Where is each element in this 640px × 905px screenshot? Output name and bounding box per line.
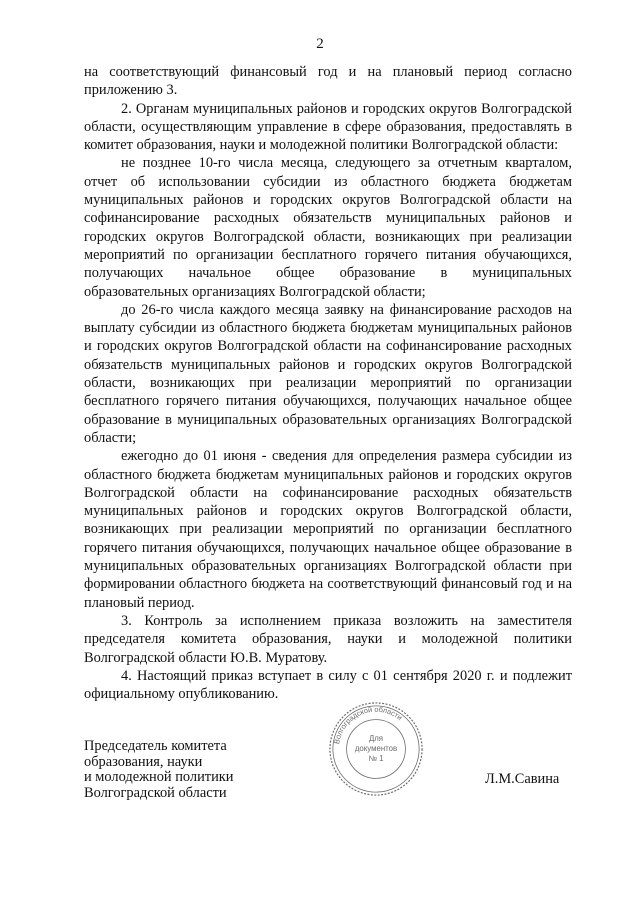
page-number: 2 (316, 36, 324, 52)
stamp-line-2: документов (354, 743, 398, 753)
paragraph-quarterly-report: не позднее 10-го числа месяца, следующего за отчетным кварталом, отчет об использовании субсидии из областного бюджета бюджетам муниципальных районов и городских округов Волгоградской области на софинансирование расходных обязательств муниципальных районов и городских округов Волгоградской области, возникающих при реализации мероприятий по организации бесплатного горячего питания обучающихся, получающих начальное общее образование в муниципальных образовательных организациях Волгоградской области; (84, 155, 572, 300)
paragraph-appendix-continuation: на соответствующий финансовый год и на плановый период согласно приложению 3. (84, 64, 572, 99)
document-body (84, 63, 572, 703)
stamp-line-1: Для (368, 734, 384, 744)
paragraph-item-4: 4. Настоящий приказ вступает в силу с 01 сентября 2020 г. и подлежит официальному опубликованию. (84, 667, 572, 703)
paragraph-item-2: 2. Органам муниципальных районов и городских округов Волгоградской области, осуществляющим управление в сфере образования, предоставлять в комитет образования, науки и молодежной политики Волгоградской области: (84, 100, 572, 154)
paragraph-item-3: 3. Контроль за исполнением приказа возложить на заместителя председателя комитета образования, науки и молодежной политики Волгоградской области Ю.В. Муратову. (84, 612, 572, 666)
signatory-position-line: и молодежной политики (84, 769, 234, 785)
signatory-position-line: Волгоградской области (84, 784, 227, 801)
signatory-position-line: Председатель комитета (84, 738, 227, 754)
paragraph-annual-info: ежегодно до 01 июня - сведения для определения размера субсидии из областного бюджета бюджетам муниципальных районов и городских округов Волгоградской области на софинансирование расходных обязательств муниципальных районов и городских округов Волгоградской области, возникающих при реализации мероприятий по организации бесплатного горячего питания обучающихся, получающих начальное общее образование в муниципальных образовательных организациях Волгоградской области при формировании областного бюджета на соответствующий финансовый год и на плановый период. (84, 448, 572, 611)
signatory-position-line: образования, науки (84, 753, 203, 770)
stamp-ring-text: Волгоградской области (332, 704, 405, 745)
signatory-position (84, 739, 234, 801)
stamp-line-3: № 1 (368, 753, 384, 763)
official-stamp (327, 700, 425, 798)
signatory-name: Л.М.Савина (485, 771, 560, 787)
paragraph-monthly-request: до 26-го числа каждого месяца заявку на финансирование расходов на выплату субсидии из областного бюджета бюджетам муниципальных районов и городских округов Волгоградской области на софинансирование расходных обязательств муниципальных районов и городских округов Волгоградской области, возникающих при реализации мероприятий по организации бесплатного горячего питания обучающихся, получающих начальное общее образование в муниципальных образовательных организациях Волгоградской области; (84, 301, 572, 446)
